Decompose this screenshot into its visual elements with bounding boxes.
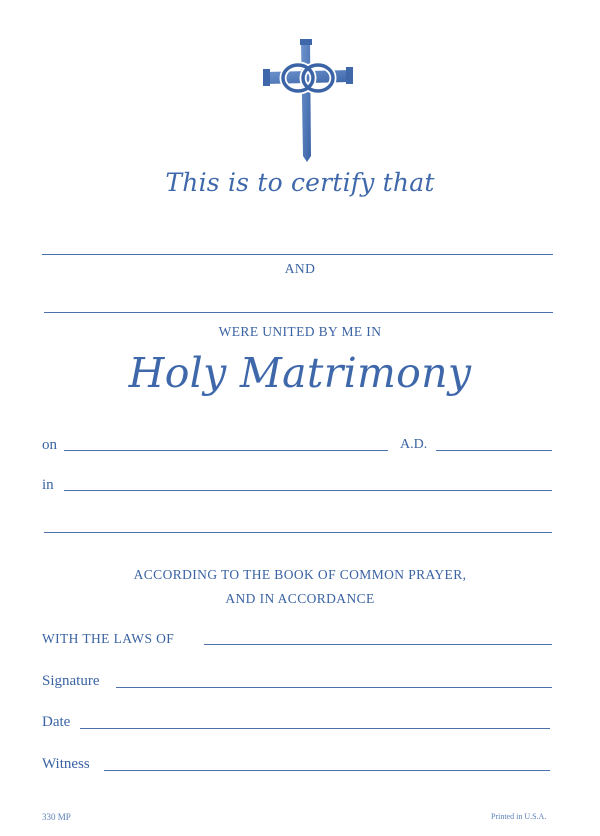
date-day-line[interactable] [64, 450, 388, 451]
date-label: Date [42, 714, 71, 730]
date-line[interactable] [80, 728, 550, 729]
in-label: in [42, 477, 54, 493]
and-text: AND [284, 261, 316, 276]
name-line-1[interactable] [42, 254, 553, 255]
footer-printed: Printed in U.S.A. [491, 812, 547, 821]
united-text: WERE UNITED BY ME IN [218, 324, 382, 339]
prayer-line-1: ACCORDING TO THE BOOK OF COMMON PRAYER, [133, 567, 467, 582]
signature-label: Signature [42, 673, 100, 689]
certificate-title: Holy Matrimony [128, 349, 472, 397]
intro-text: This is to certify that [165, 168, 435, 197]
witness-line[interactable] [104, 770, 550, 771]
place-line-1[interactable] [64, 490, 552, 491]
laws-line[interactable] [204, 644, 552, 645]
witness-label: Witness [42, 756, 90, 772]
signature-line[interactable] [116, 687, 552, 688]
year-line[interactable] [436, 450, 552, 451]
footer-code: 330 MP [42, 812, 71, 822]
cross-with-rings-icon [260, 38, 356, 166]
place-line-2[interactable] [44, 532, 552, 533]
on-label: on [42, 437, 57, 453]
prayer-line-2: AND IN ACCORDANCE [225, 591, 375, 606]
laws-label: WITH THE LAWS OF [42, 631, 175, 646]
ad-label: A.D. [400, 437, 428, 452]
name-line-2[interactable] [44, 312, 553, 313]
